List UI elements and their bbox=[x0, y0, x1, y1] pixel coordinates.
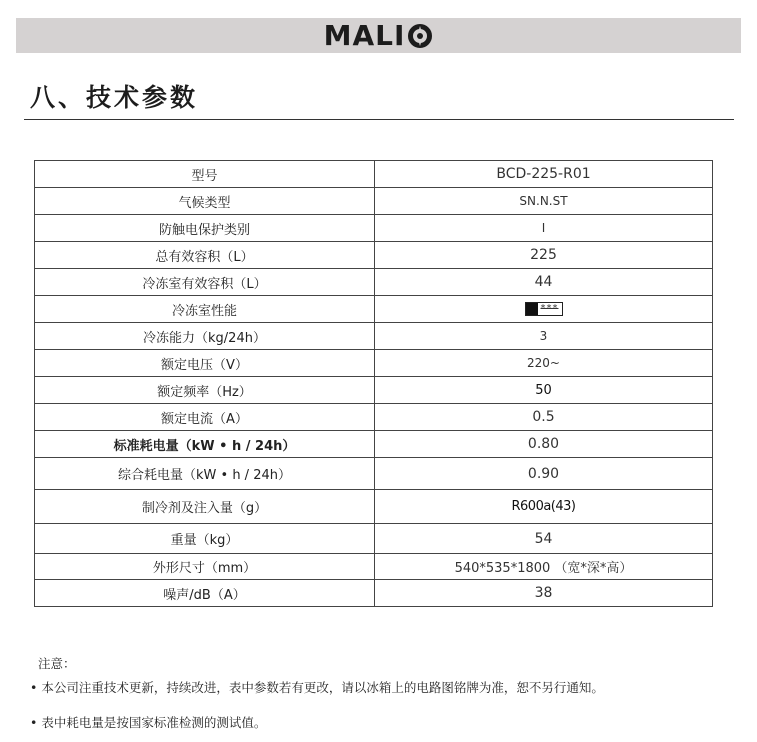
spec-value: 0.90 bbox=[375, 458, 713, 490]
table-row bbox=[35, 490, 713, 524]
spec-table bbox=[34, 160, 713, 607]
spec-label: 冷冻能力（kg/24h） bbox=[35, 323, 375, 350]
spec-value: 0.80 bbox=[375, 431, 713, 458]
table-row bbox=[35, 458, 713, 490]
table-row bbox=[35, 269, 713, 296]
spec-label: 额定频率（Hz） bbox=[35, 377, 375, 404]
spec-value: 0.5 bbox=[375, 404, 713, 431]
spec-label: 冷冻室有效容积（L） bbox=[35, 269, 375, 296]
spec-value: 50 bbox=[375, 377, 713, 404]
badge-block bbox=[526, 303, 538, 315]
notes-title: 注意： bbox=[38, 656, 76, 671]
table-row bbox=[35, 554, 713, 580]
spec-value: 44 bbox=[375, 269, 713, 296]
spec-value: R600a(43) bbox=[375, 490, 713, 524]
freezer-star-rating-badge bbox=[525, 302, 563, 316]
table-row bbox=[35, 161, 713, 188]
spec-label: 冷冻室性能 bbox=[35, 296, 375, 323]
table-row bbox=[35, 350, 713, 377]
spec-value: 540*535*1800 （宽*深*高） bbox=[375, 554, 713, 580]
table-row bbox=[35, 431, 713, 458]
note-item: • 表中耗电量是按国家标准检测的测试值。 bbox=[30, 715, 267, 730]
spec-value: 3 bbox=[375, 323, 713, 350]
spec-label: 额定电流（A） bbox=[35, 404, 375, 431]
table-row bbox=[35, 215, 713, 242]
title-divider bbox=[24, 119, 734, 120]
spec-value: 54 bbox=[375, 524, 713, 554]
table-row bbox=[35, 188, 713, 215]
header-bar bbox=[16, 18, 741, 53]
section-title: 八、技术参数 bbox=[30, 83, 199, 112]
table-row bbox=[35, 404, 713, 431]
target-o-icon bbox=[407, 23, 433, 49]
spec-label: 标准耗电量（kW • h / 24h） bbox=[35, 431, 375, 458]
spec-value: SN.N.ST bbox=[375, 188, 713, 215]
table-row bbox=[35, 580, 713, 607]
spec-label: 制冷剂及注入量（g） bbox=[35, 490, 375, 524]
spec-label: 总有效容积（L） bbox=[35, 242, 375, 269]
spec-value: 220~ bbox=[375, 350, 713, 377]
spec-value: I bbox=[375, 215, 713, 242]
table-row bbox=[35, 323, 713, 350]
spec-value: 38 bbox=[375, 580, 713, 607]
table-row bbox=[35, 296, 713, 323]
note-item: • 本公司注重技术更新，持续改进，表中参数若有更改，请以冰箱上的电路图铭牌为准，恕不另行通知。 bbox=[30, 680, 604, 695]
table-row bbox=[35, 377, 713, 404]
table-row bbox=[35, 524, 713, 554]
spec-label: 噪声/dB（A） bbox=[35, 580, 375, 607]
logo-text: MALI bbox=[323, 19, 406, 52]
spec-label: 额定电压（V） bbox=[35, 350, 375, 377]
spec-label: 气候类型 bbox=[35, 188, 375, 215]
spec-label: 防触电保护类别 bbox=[35, 215, 375, 242]
spec-value: 225 bbox=[375, 242, 713, 269]
spec-label: 综合耗电量（kW • h / 24h） bbox=[35, 458, 375, 490]
brand-logo bbox=[324, 19, 434, 52]
spec-value bbox=[375, 296, 713, 323]
spec-label: 重量（kg） bbox=[35, 524, 375, 554]
spec-label: 型号 bbox=[35, 161, 375, 188]
spec-value: BCD-225-R01 bbox=[375, 161, 713, 188]
spec-label: 外形尺寸（mm） bbox=[35, 554, 375, 580]
notes bbox=[30, 654, 604, 731]
table-row bbox=[35, 242, 713, 269]
freezer-star-rating: *** bbox=[540, 303, 559, 314]
